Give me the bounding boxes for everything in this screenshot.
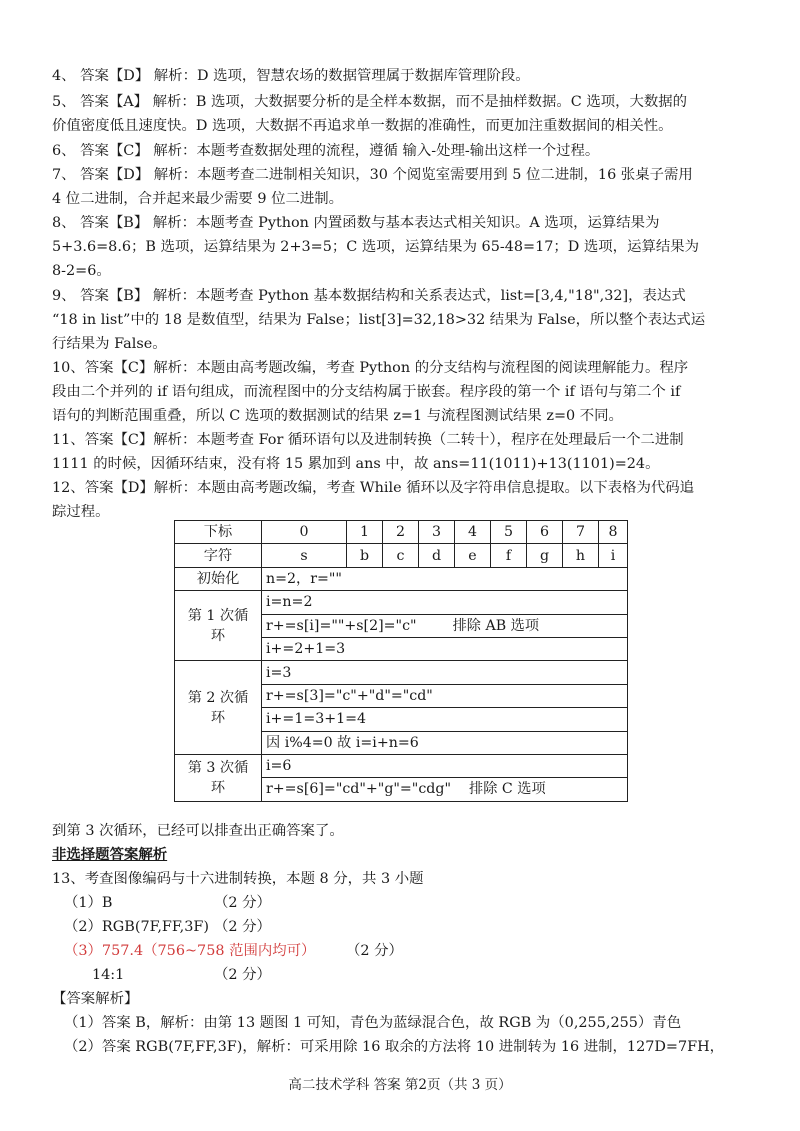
char-cell: i [599,544,628,567]
char-cell: c [383,544,419,567]
q13-answer-3-score: （2 分） [346,943,403,959]
answer-line: 踪过程。 [52,504,110,520]
index-cell: 7 [563,521,599,544]
index-cell: 6 [527,521,563,544]
loop1-step: i=n=2 [262,591,628,614]
loop2-step: i+=1=3+1=4 [262,708,628,731]
loop3-label [175,754,262,801]
char-cell: d [419,544,455,567]
loop3-step: r+=s[6]="cd"+"g"="cdg" 排除 C 选项 [262,778,628,801]
q13-answer-2: （2）RGB(7F,FF,3F) [64,919,209,935]
answer-line: 1111 的时候，因循环结束，没有将 15 累加到 ans 中，故 ans=11(1011)+13(1101)=24。 [52,456,660,472]
q13-intro: 13、考查图像编码与十六进制转换，本题 8 分，共 3 小题 [52,871,424,887]
table-row [175,591,628,614]
index-cell: 3 [419,521,455,544]
answer-line: 12、答案【D】解析：本题由高考题改编，考查 While 循环以及字符串信息提取。以下表格为代码追 [52,480,695,496]
index-cell: 2 [383,521,419,544]
loop2-label-line: 环 [210,709,226,726]
section-title: 非选择题答案解析 [52,846,168,863]
answer-line: 4、 答案【D】 解析：D 选项，智慧农场的数据管理属于数据库管理阶段。 [52,68,530,84]
table-row [175,754,628,777]
answer-line: 10、答案【C】解析：本题由高考题改编，考查 Python 的分支结构与流程图的阅读理解能力。程序 [52,360,689,376]
answer-line: 5+3.6=8.6；B 选项，运算结果为 2+3=5；C 选项，运算结果为 65-48=17；D 选项，运算结果为 [52,239,700,255]
loop1-label-line: 第 1 次循 [187,607,249,624]
q13-answer-3b-score: （2 分） [214,967,271,983]
q13-answer-1: （1）B [64,895,113,911]
loop2-step: 因 i%4=0 故 i=i+n=6 [262,731,628,754]
q13-answer-3b: 14:1 [92,967,125,983]
answer-line: 段由二个并列的 if 语句组成，而流程图中的分支结构属于嵌套。程序段的第一个 if 语句与第二个 if [52,384,681,400]
q13-explanation-1: （1）答案 B，解析：由第 13 题图 1 可知，青色为蓝绿混合色，故 RGB 为（0,255,255）青色 [64,1015,682,1031]
loop3-label-line: 第 3 次循 [187,759,249,776]
after-table-note: 到第 3 次循环，已经可以排查出正确答案了。 [52,823,344,839]
loop2-step: i=3 [262,661,628,684]
answer-line: 8-2=6。 [52,263,111,279]
trace-table [174,520,628,802]
q13-answer-2-score: （2 分） [214,919,271,935]
loop1-step: r+=s[i]=""+s[2]="c" 排除 AB 选项 [262,614,628,637]
table-row [175,661,628,684]
char-label: 字符 [175,544,262,567]
answer-line: 7、 答案【D】 解析：本题考查二进制相关知识，30 个阅览室需要用到 5 位二进制，16 张桌子需用 [52,167,693,183]
init-value: n=2，r="" [262,567,628,590]
answer-line: 语句的判断范围重叠，所以 C 选项的数据测试的结果 z=1 与流程图测试结果 z=0 不同。 [52,408,623,424]
answer-line: 价值密度低且速度快。D 选项，大数据不再追求单一数据的准确性，而更加注重数据间的相关性。 [52,118,673,134]
analysis-title: 【答案解析】 [52,991,139,1007]
answer-line: 11、答案【C】解析：本题考查 For 循环语句以及进制转换（二转十），程序在处理最后一个二进制 [52,432,684,448]
index-cell: 1 [347,521,383,544]
loop2-label [175,661,262,755]
answer-line: 9、 答案【B】 解析：本题考查 Python 基本数据结构和关系表达式，list=[3,4,"18",32]，表达式 [52,288,686,304]
index-cell: 4 [455,521,491,544]
answer-line: 4 位二进制，合并起来最少需要 9 位二进制。 [52,191,344,207]
loop1-label [175,591,262,661]
answer-line: 5、 答案【A】 解析：B 选项，大数据要分析的是全样本数据，而不是抽样数据。C 选项，大数据的 [52,94,688,110]
loop1-label-line: 环 [210,627,226,644]
loop3-label-line: 环 [210,779,226,796]
char-cell: e [455,544,491,567]
table-row [175,567,628,590]
table-row [175,521,628,544]
loop2-step: r+=s[3]="c"+"d"="cd" [262,684,628,707]
table-row [175,544,628,567]
char-cell: f [491,544,527,567]
index-cell: 5 [491,521,527,544]
char-cell: h [563,544,599,567]
index-cell: 8 [599,521,628,544]
index-cell: 0 [262,521,347,544]
loop1-step: i+=2+1=3 [262,637,628,660]
q13-answer-3: （3）757.4（756~758 范围内均可） [64,943,316,959]
loop3-step: i=6 [262,754,628,777]
answer-line: 8、 答案【B】 解析：本题考查 Python 内置函数与基本表达式相关知识。A 选项，运算结果为 [52,215,660,231]
index-label: 下标 [175,521,262,544]
char-cell: g [527,544,563,567]
char-cell: b [347,544,383,567]
init-label: 初始化 [175,567,262,590]
answer-line: 6、 答案【C】 解析：本题考查数据处理的流程，遵循 输入-处理-输出这样一个过程。 [52,143,600,159]
q13-answer-1-score: （2 分） [214,895,271,911]
page-footer: 高二技术学科 答案 第2页（共 3 页） [288,1077,512,1093]
answer-line: “18 in list”中的 18 是数值型，结果为 False；list[3]=32,18>32 结果为 False，所以整个表达式运 [52,312,706,328]
q13-explanation-2: （2）答案 RGB(7F,FF,3F)，解析：可采用除 16 取余的方法将 10 进制转为 16 进制，127D=7FH， [64,1039,725,1055]
loop2-label-line: 第 2 次循 [187,689,249,706]
char-cell: s [262,544,347,567]
answer-line: 行结果为 False。 [52,336,167,352]
